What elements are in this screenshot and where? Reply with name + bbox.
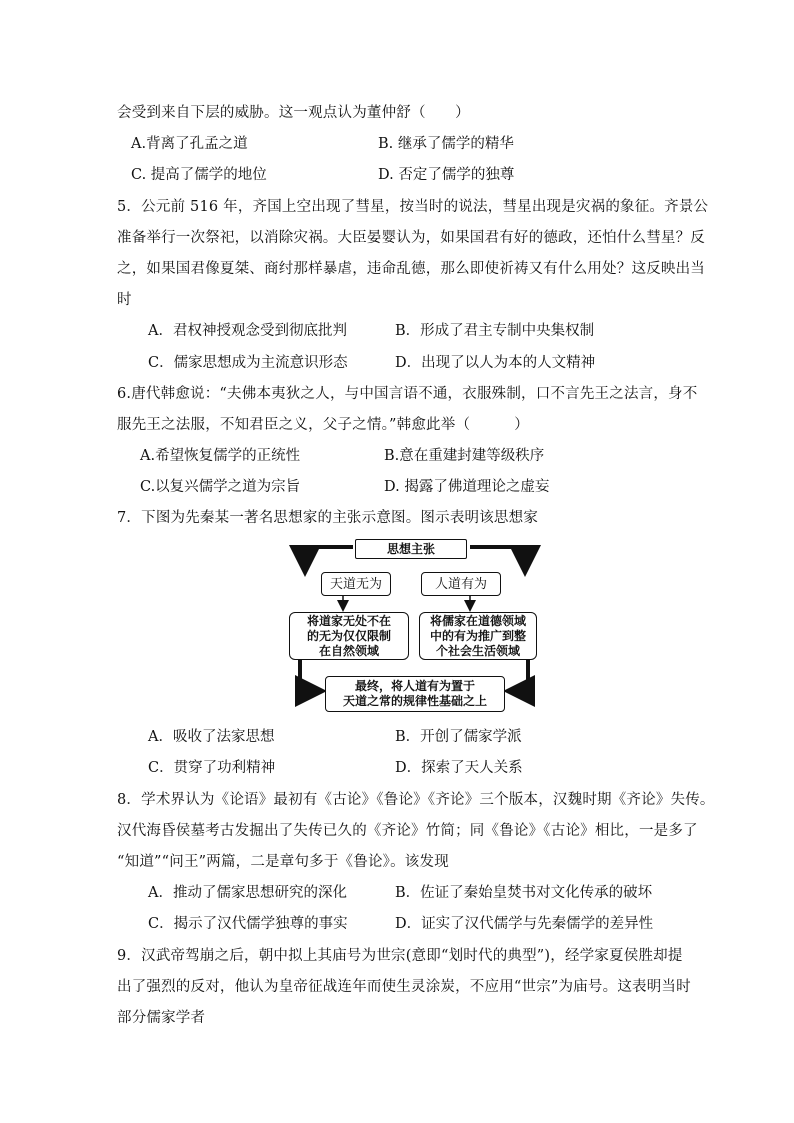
q6-option-b[interactable]: B.意在重建封建等级秩序: [384, 448, 545, 464]
diagram-bottom-box: [325, 676, 505, 712]
q8-option-b[interactable]: B．佐证了秦始皇焚书对文化传承的破坏: [395, 885, 653, 901]
thought-diagram: [285, 533, 545, 718]
q5-option-a[interactable]: A．君权神授观念受到彻底批判: [148, 323, 347, 339]
q6-option-d[interactable]: D. 揭露了佛道理论之虚妄: [384, 479, 550, 495]
left-desc-line-1: 将道家无处不在: [306, 613, 391, 628]
q4-option-c[interactable]: C. 提高了儒学的地位: [131, 167, 267, 183]
q6-stem-line-2: 服先王之法服，不知君臣之义，父子之情。”韩愈此举（ ）: [117, 417, 529, 433]
q5-stem-line-1: 5．公元前 516 年，齐国上空出现了彗星，按当时的说法，彗星出现是灾祸的象征。齐景公: [117, 199, 709, 215]
q9-stem-line-3: 部分儒家学者: [117, 1010, 206, 1026]
left-desc-line-2: 的无为仅仅限制: [306, 628, 391, 643]
diagram-right-box: 人道有为: [421, 572, 501, 596]
q5-stem-line-2: 准备举行一次祭祀，以消除灾祸。大臣晏婴认为，如果国君有好的德政，还怕什么彗星？反: [117, 230, 705, 246]
diagram-left-box: 天道无为: [321, 572, 391, 596]
q8-option-d[interactable]: D．证实了汉代儒学与先秦儒学的差异性: [395, 916, 654, 932]
q9-stem-line-1: 9．汉武帝驾崩之后，朝中拟上其庙号为世宗(意即“划时代的典型”)，经学家夏侯胜却提: [117, 948, 683, 964]
q8-stem-line-3: “知道”“问王”两篇，二是章句多于《鲁论》。该发现: [117, 854, 449, 870]
q4-option-b[interactable]: B. 继承了儒学的精华: [378, 136, 514, 152]
q4-stem-tail: 会受到来自下层的威胁。这一观点认为董仲舒（ ）: [117, 105, 470, 121]
q7-option-d[interactable]: D．探索了天人关系: [395, 760, 523, 776]
q5-option-c[interactable]: C．儒家思想成为主流意识形态: [148, 355, 348, 371]
q4-option-a[interactable]: A.背离了孔孟之道: [131, 136, 248, 152]
right-desc-line-3: 个社会生活领域: [435, 643, 520, 658]
q8-stem-line-1: 8．学术界认为《论语》最初有《古论》《鲁论》《齐论》三个版本，汉魏时期《齐论》失传。: [117, 792, 715, 808]
diagram-left-desc-box: [289, 612, 409, 660]
q6-option-c[interactable]: C.以复兴儒学之道为宗旨: [140, 479, 301, 495]
left-desc-line-3: 在自然领域: [318, 643, 379, 658]
q7-stem-line-1: 7．下图为先秦某一著名思想家的主张示意图。图示表明该思想家: [117, 510, 539, 526]
right-desc-line-1: 将儒家在道德领域: [429, 613, 526, 628]
q5-option-b[interactable]: B．形成了君主专制中央集权制: [395, 323, 595, 339]
q6-stem-line-1: 6.唐代韩愈说：“夫佛本夷狄之人，与中国言语不通，衣服殊制，口不言先王之法言，身不: [117, 386, 698, 402]
diagram-top-box: 思想主张: [355, 539, 467, 559]
q5-stem-line-3: 之，如果国君像夏桀、商纣那样暴虐，违命乱德，那么即使祈祷又有什么用处？这反映出当: [117, 261, 705, 277]
diagram-right-desc-box: [419, 612, 537, 660]
right-desc-line-2: 中的有为推广到整: [429, 628, 526, 643]
bottom-line-2: 天道之常的规律性基础之上: [342, 694, 487, 708]
q7-option-c[interactable]: C．贯穿了功利精神: [148, 760, 276, 776]
q9-stem-line-2: 出了强烈的反对，他认为皇帝征战连年而使生灵涂炭，不应用“世宗”为庙号。这表明当时: [117, 979, 691, 995]
q8-option-a[interactable]: A．推动了儒家思想研究的深化: [148, 885, 347, 901]
q8-option-c[interactable]: C．揭示了汉代儒学独尊的事实: [148, 916, 348, 932]
q6-option-a[interactable]: A.希望恢复儒学的正统性: [140, 448, 301, 464]
q5-option-d[interactable]: D．出现了以人为本的人文精神: [395, 355, 596, 371]
q5-stem-line-4: 时: [117, 292, 132, 308]
q7-option-a[interactable]: A．吸收了法家思想: [148, 729, 275, 745]
q8-stem-line-2: 汉代海昏侯墓考古发掘出了失传已久的《齐论》竹简；同《鲁论》《古论》相比，一是多了: [117, 823, 698, 839]
q4-option-d[interactable]: D. 否定了儒学的独尊: [378, 167, 515, 183]
q7-option-b[interactable]: B．开创了儒家学派: [395, 729, 522, 745]
bottom-line-1: 最终，将人道有为置于: [354, 679, 475, 693]
